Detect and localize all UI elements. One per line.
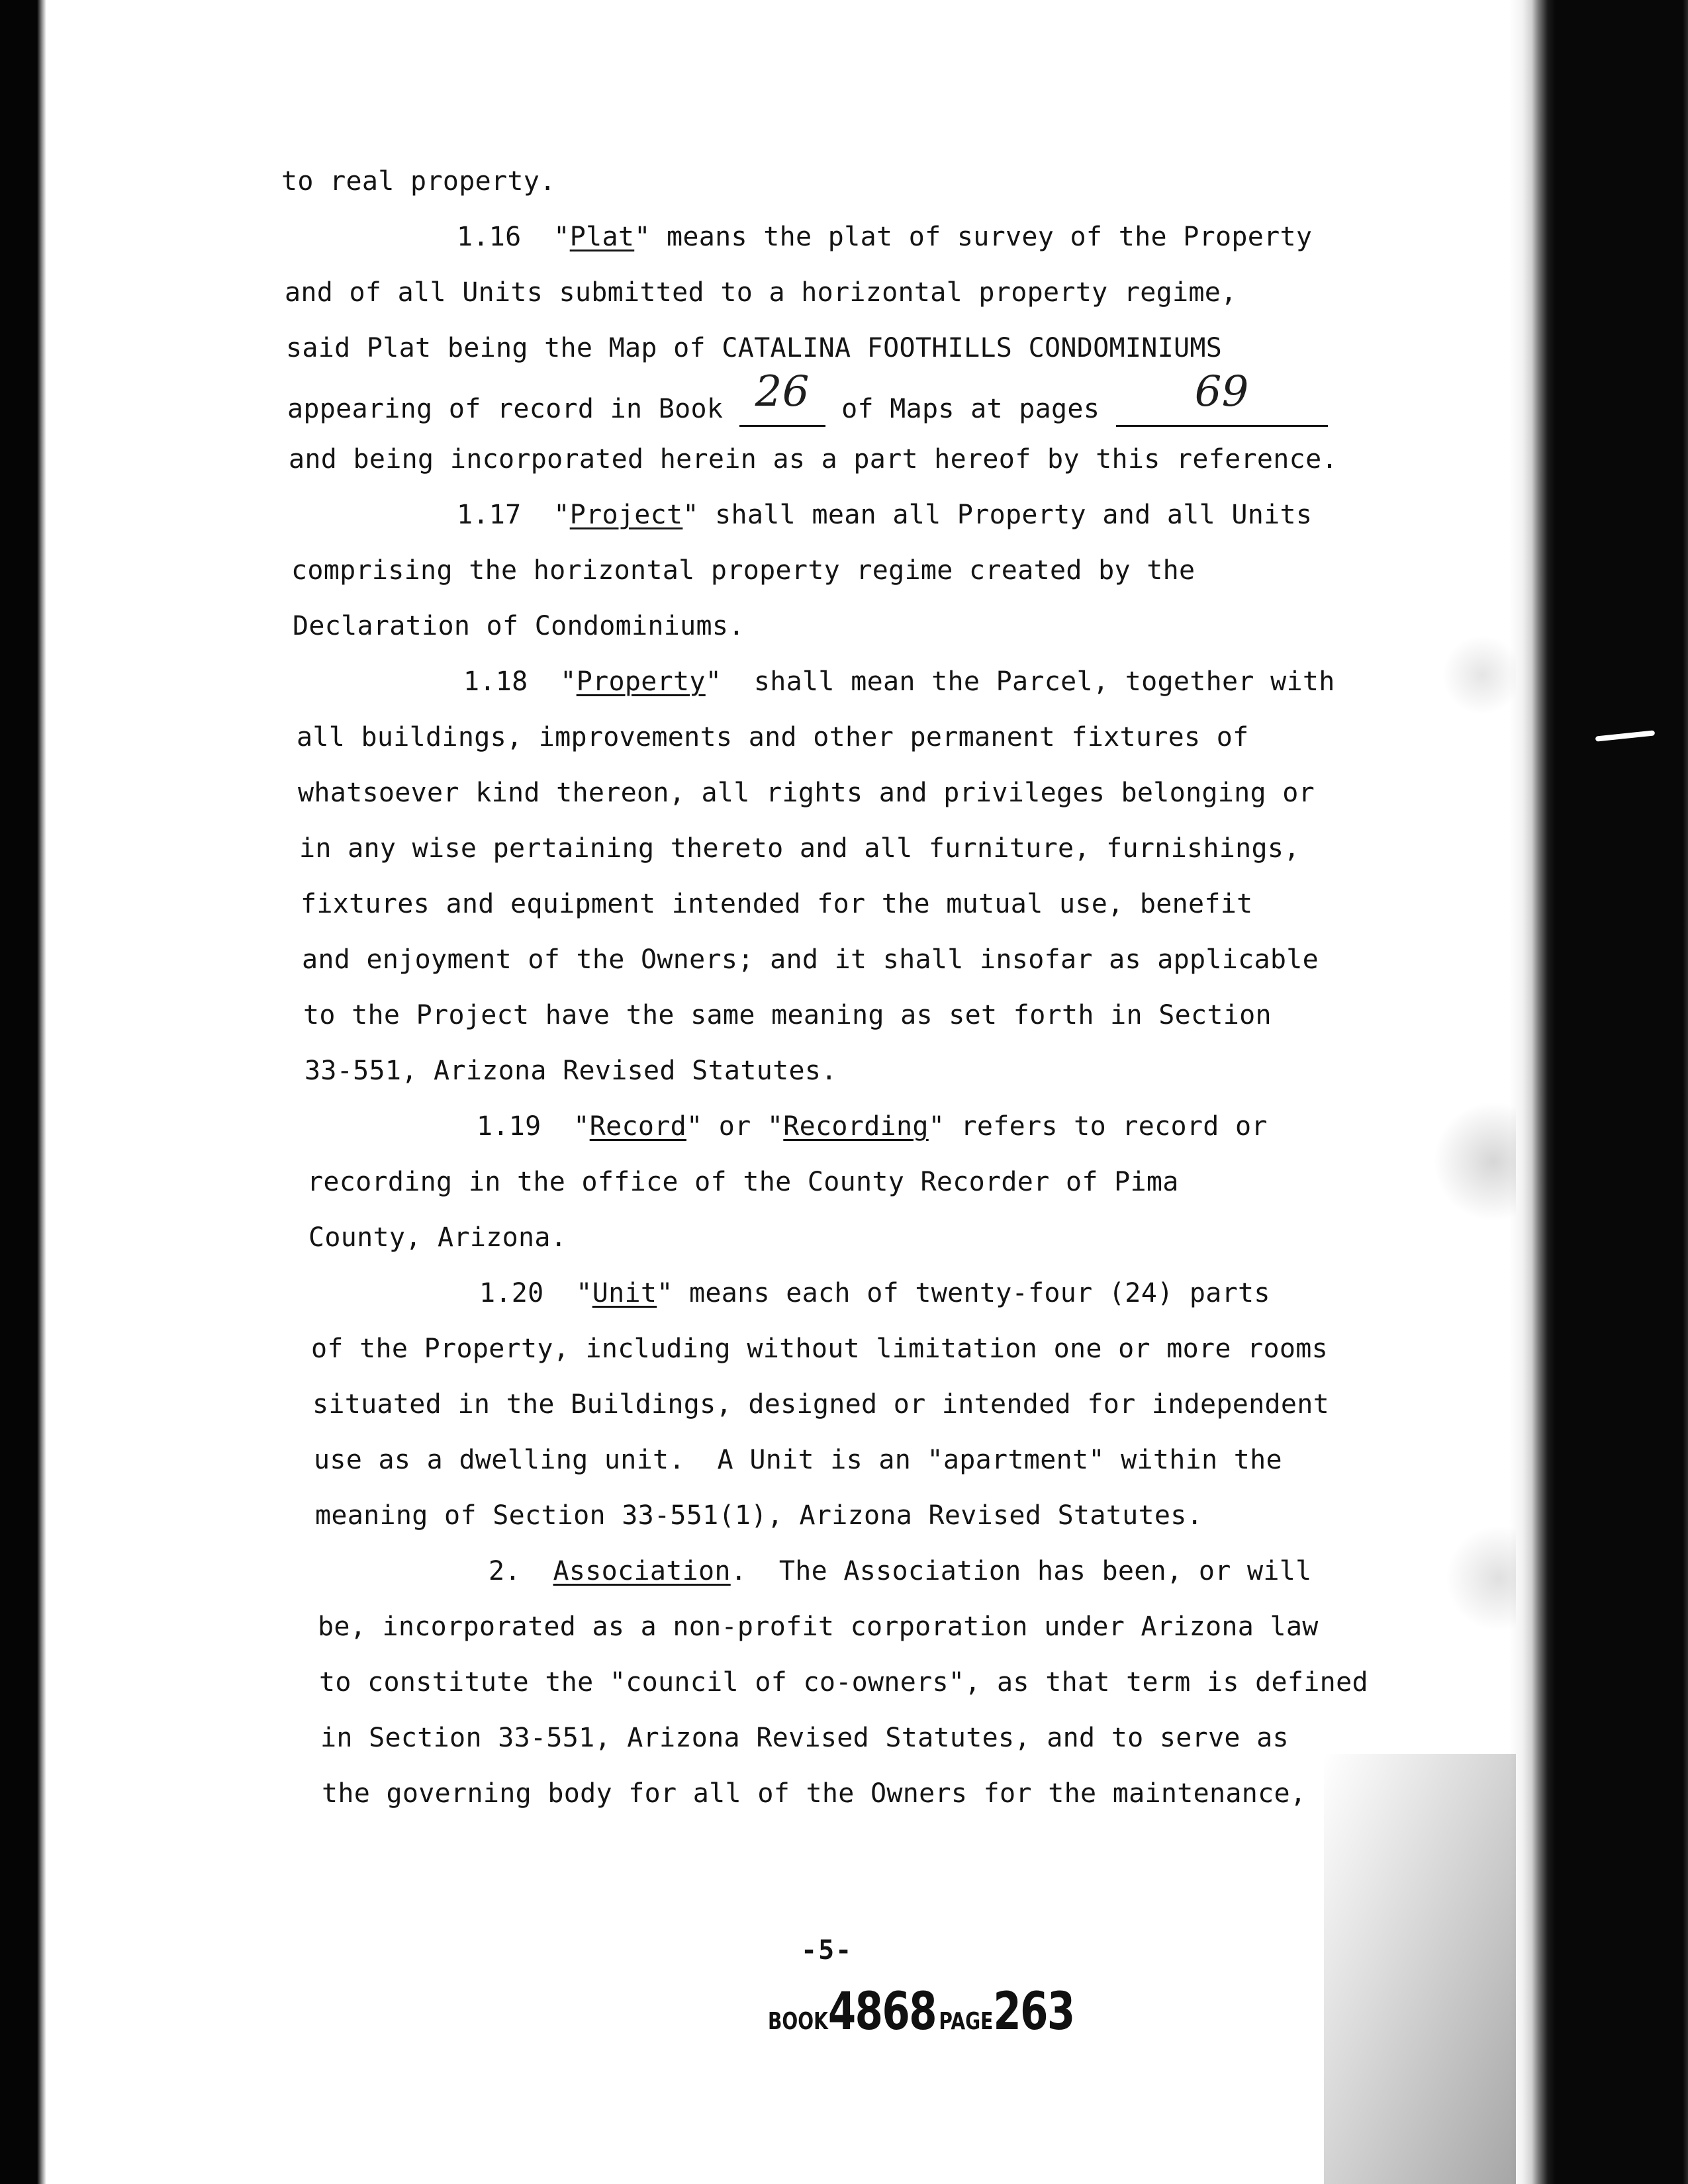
section-1-19-heading: 1.19 "Record" or "Recording" refers to record or (477, 1111, 1268, 1142)
text-line-28: to constitute the "council of co-owners", as that term is defined (319, 1667, 1368, 1698)
defined-term-record: Record (589, 1111, 686, 1142)
text-line-14: fixtures and equipment intended for the mutual use, benefit (301, 889, 1253, 919)
text-line-3: and of all Units submitted to a horizontal property regime, (285, 277, 1237, 308)
book-number-handwritten: 26 (739, 388, 825, 427)
text-line-1: to real property. (281, 166, 556, 197)
text-line-22: of the Property, including without limitation one or more rooms (311, 1334, 1329, 1364)
section-1-20-heading: 1.20 "Unit" means each of twenty-four (24) parts (479, 1278, 1270, 1308)
section-1-18-heading: 1.18 "Property" shall mean the Parcel, together with (463, 666, 1335, 697)
scan-right-shading (1403, 397, 1516, 1787)
scan-left-edge (0, 0, 46, 2184)
text-line-11: all buildings, improvements and other permanent fixtures of (297, 722, 1249, 752)
scan-right-edge (1509, 0, 1688, 2184)
text-line-12: whatsoever kind thereon, all rights and privileges belonging or (298, 778, 1315, 808)
text-line-8: comprising the horizontal property regime created by the (291, 555, 1196, 586)
text-line-30: the governing body for all of the Owners for the maintenance, (322, 1778, 1307, 1809)
text-line-27: be, incorporated as a non-profit corporation under Arizona law (318, 1612, 1319, 1642)
pages-handwritten: 69 (1116, 388, 1328, 427)
text-line-24: use as a dwelling unit. A Unit is an "apartment" within the (314, 1445, 1282, 1475)
text-line-16: to the Project have the same meaning as set forth in Section (303, 1000, 1272, 1030)
defined-term-recording: Recording (783, 1111, 929, 1142)
text-line-25: meaning of Section 33-551(1), Arizona Revised Statutes. (315, 1500, 1203, 1531)
stamp-book-label: BOOK (768, 2008, 828, 2035)
stamp-page-number: 263 (993, 1982, 1074, 2042)
text-line-17: 33-551, Arizona Revised Statutes. (305, 1056, 837, 1086)
scan-bottom-shading (1324, 1754, 1516, 2184)
section-2-heading: 2. Association. The Association has been, or will (489, 1556, 1312, 1586)
text-line-13: in any wise pertaining thereto and all furniture, furnishings, (299, 833, 1300, 864)
section-number: 1.20 (479, 1278, 544, 1308)
text-line-23: situated in the Buildings, designed or intended for independent (312, 1389, 1330, 1420)
section-1-16-heading: 1.16 "Plat" means the plat of survey of the Property (457, 222, 1313, 252)
stamp-page-label: PAGE (939, 2008, 994, 2035)
section-number: 1.19 (477, 1111, 541, 1142)
text-line-20: County, Arizona. (308, 1222, 567, 1253)
text-line-15: and enjoyment of the Owners; and it shall insofar as applicable (302, 944, 1319, 975)
defined-term-plat: Plat (569, 222, 635, 252)
text-line-19: recording in the office of the County Recorder of Pima (307, 1167, 1179, 1197)
section-number: 1.16 (457, 222, 522, 252)
section-1-17-heading: 1.17 "Project" shall mean all Property and all Units (457, 500, 1313, 530)
page-number: -5- (801, 1935, 853, 1966)
text-line-6: and being incorporated herein as a part hereof by this reference. (289, 444, 1338, 475)
defined-term-property: Property (576, 666, 706, 697)
section-number: 1.17 (457, 500, 522, 530)
stamp-book-number: 4868 (827, 1982, 936, 2042)
book-page-stamp (768, 1982, 1074, 2042)
defined-term-association: Association (553, 1556, 731, 1586)
section-number: 2. (489, 1556, 521, 1586)
text-line-29: in Section 33-551, Arizona Revised Statutes, and to serve as (320, 1723, 1289, 1753)
defined-term-unit: Unit (592, 1278, 657, 1308)
section-number: 1.18 (463, 666, 528, 697)
record-line: appearing of record in Book 26 of Maps at pages 69 (287, 388, 1328, 427)
defined-term-project: Project (569, 500, 683, 530)
text-line-9: Declaration of Condominiums. (293, 611, 745, 641)
text-line-4: said Plat being the Map of CATALINA FOOTHILLS CONDOMINIUMS (286, 333, 1223, 363)
